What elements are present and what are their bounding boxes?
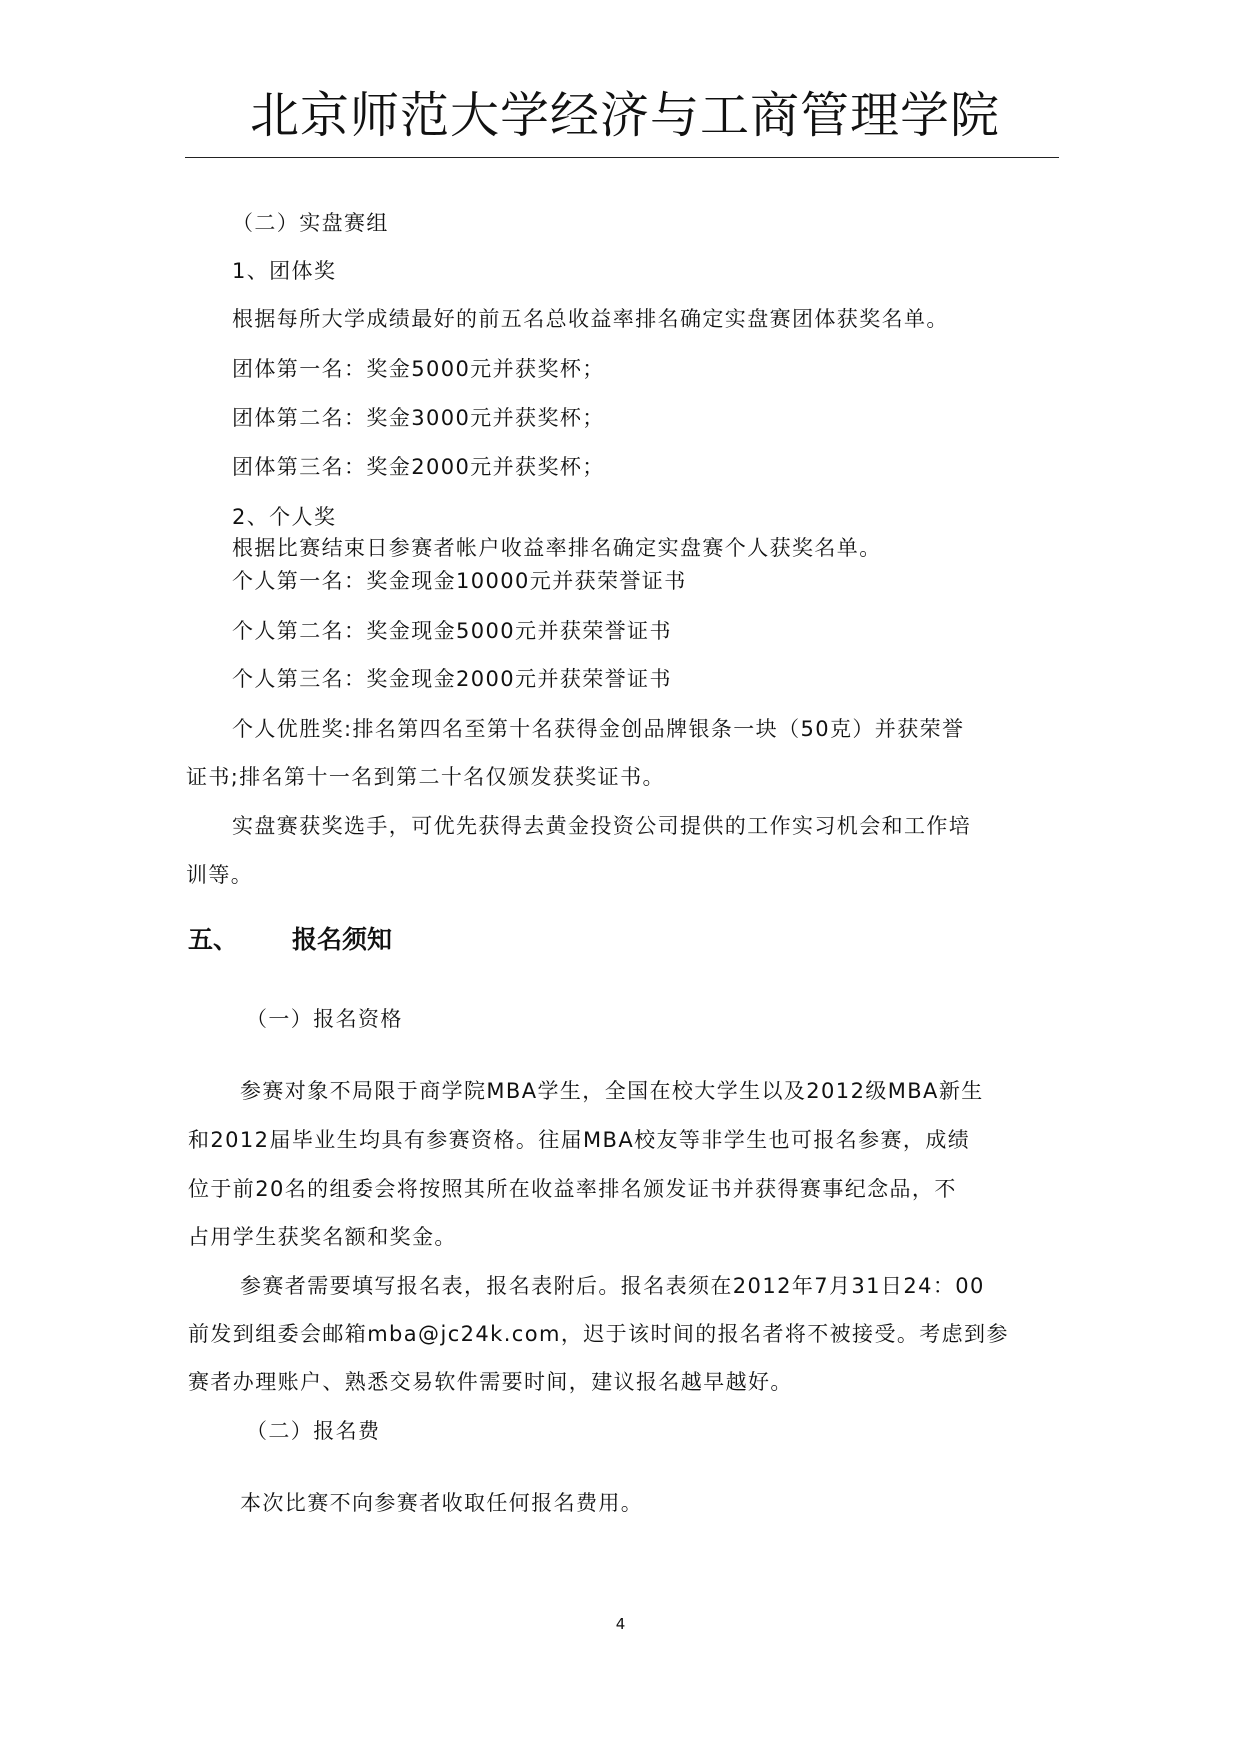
paragraph-line: 团体第三名：奖金2000元并获奖杯； bbox=[232, 455, 605, 479]
subsection-heading-live-contest: （二）实盘赛组 bbox=[232, 211, 389, 235]
paragraph-line: 训等。 bbox=[186, 863, 254, 887]
paragraph-line: 个人优胜奖:排名第四名至第十名获得金创品牌银条一块（50克）并获荣誉 bbox=[232, 717, 965, 741]
header-divider bbox=[185, 157, 1059, 158]
page-header-title: 北京师范大学经济与工商管理学院 bbox=[250, 87, 1001, 144]
paragraph-line: 参赛者需要填写报名表，报名表附后。报名表须在2012年7月31日24：00 bbox=[240, 1274, 985, 1298]
paragraph-line: 证书;排名第十一名到第二十名仅颁发获奖证书。 bbox=[186, 765, 665, 789]
paragraph-line: 占用学生获奖名额和奖金。 bbox=[188, 1225, 457, 1249]
paragraph-line: 实盘赛获奖选手，可优先获得去黄金投资公司提供的工作实习机会和工作培 bbox=[232, 814, 972, 838]
paragraph-line: 位于前20名的组委会将按照其所在收益率排名颁发证书并获得赛事纪念品，不 bbox=[188, 1177, 957, 1201]
paragraph-line: 根据每所大学成绩最好的前五名总收益率排名确定实盘赛团体获奖名单。 bbox=[232, 307, 949, 331]
paragraph-line: 团体第一名：奖金5000元并获奖杯； bbox=[232, 357, 605, 381]
section-title: 报名须知 bbox=[292, 925, 393, 954]
item-heading-individual-award: 2、个人奖 bbox=[232, 505, 337, 529]
paragraph-line: 和2012届毕业生均具有参赛资格。往届MBA校友等非学生也可报名参赛，成绩 bbox=[188, 1128, 971, 1152]
subsection-heading-eligibility: （一）报名资格 bbox=[246, 1007, 403, 1031]
paragraph-line: 个人第三名：奖金现金2000元并获荣誉证书 bbox=[232, 667, 672, 691]
paragraph-line: 赛者办理账户、熟悉交易软件需要时间，建议报名越早越好。 bbox=[188, 1370, 793, 1394]
paragraph-line: 本次比赛不向参赛者收取任何报名费用。 bbox=[240, 1491, 644, 1515]
subsection-heading-fee: （二）报名费 bbox=[246, 1419, 381, 1443]
paragraph-line: 根据比赛结束日参赛者帐户收益率排名确定实盘赛个人获奖名单。 bbox=[232, 536, 882, 560]
item-heading-team-award: 1、团体奖 bbox=[232, 259, 337, 283]
page-number: 4 bbox=[615, 1615, 626, 1633]
paragraph-line: 个人第二名：奖金现金5000元并获荣誉证书 bbox=[232, 619, 672, 643]
paragraph-line: 团体第二名：奖金3000元并获奖杯； bbox=[232, 406, 605, 430]
paragraph-line: 前发到组委会邮箱mba@jc24k.com，迟于该时间的报名者将不被接受。考虑到参 bbox=[188, 1322, 1009, 1346]
paragraph-line: 个人第一名：奖金现金10000元并获荣誉证书 bbox=[232, 569, 687, 593]
paragraph-line: 参赛对象不局限于商学院MBA学生，全国在校大学生以及2012级MBA新生 bbox=[240, 1079, 984, 1103]
section-number: 五、 bbox=[188, 925, 239, 954]
